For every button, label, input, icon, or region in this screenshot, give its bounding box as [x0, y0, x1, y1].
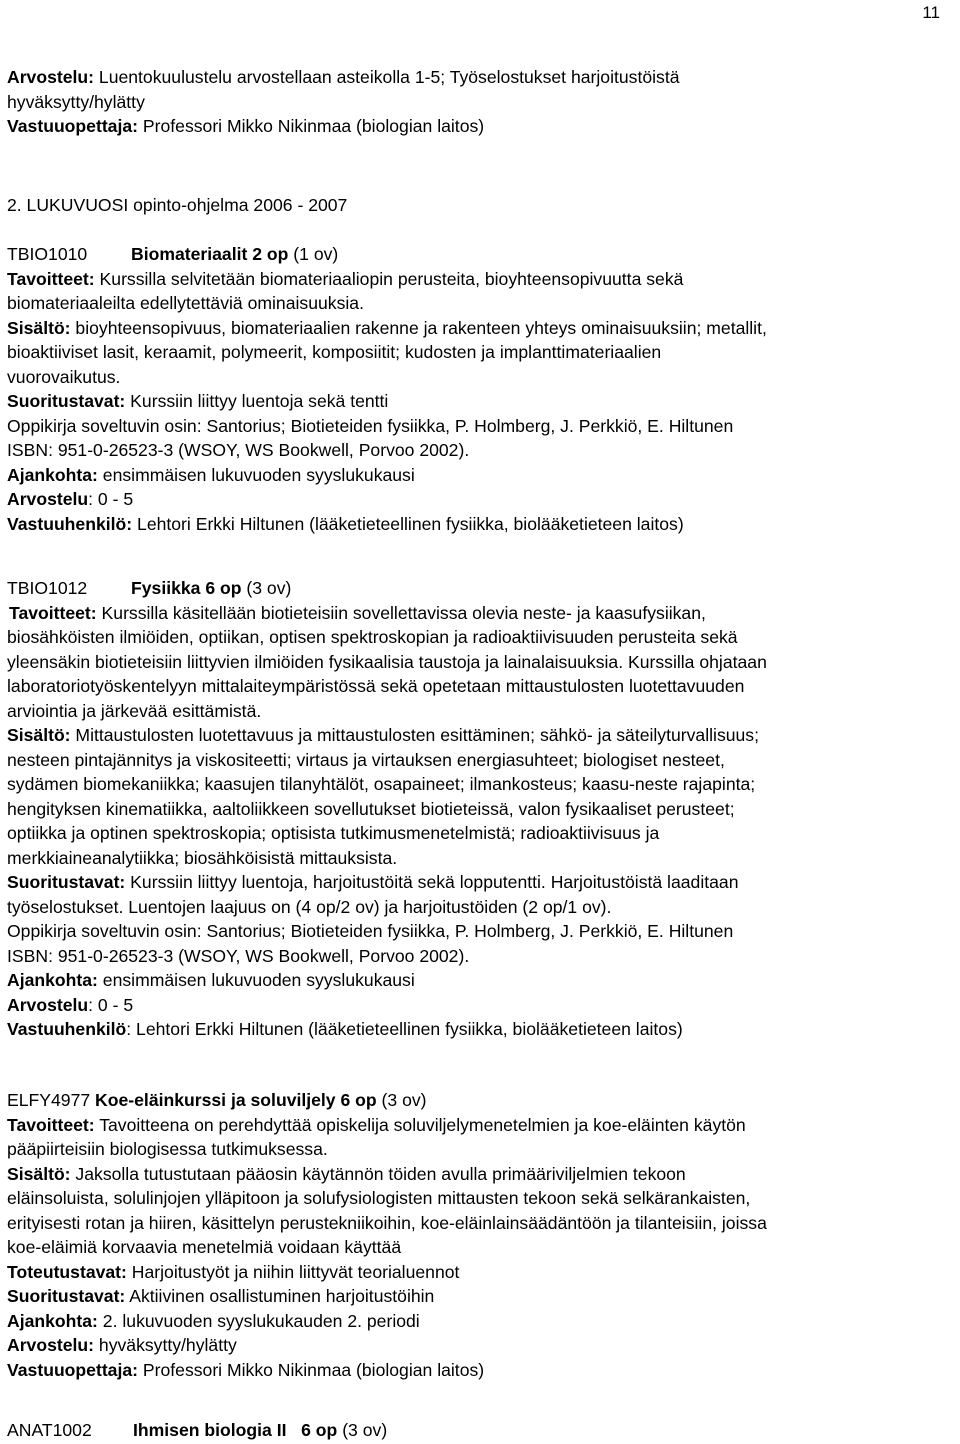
- text: ensimmäisen lukuvuoden syyslukukausi: [97, 970, 415, 990]
- label: Vastuuopettaja:: [7, 1359, 138, 1380]
- text: Aktiivinen osallistuminen harjoitustöihin: [125, 1286, 435, 1306]
- page-number: 11: [922, 3, 940, 22]
- course-code: ANAT1002: [7, 1420, 92, 1440]
- label: Arvostelu: [7, 994, 89, 1015]
- text: koe-eläimiä korvaavia menetelmiä voidaan käyttää: [7, 1237, 402, 1257]
- text: 2. lukuvuoden syyslukukauden 2. periodi: [97, 1310, 420, 1331]
- text: laboratoriotyöskentelyyn mittalaiteympäristössä sekä opetetaan mittaustulosten luotettavuuden: [7, 676, 745, 696]
- course-code: TBIO1012: [7, 578, 88, 598]
- text: Kurssilla käsitellään biotieteisiin sovellettavissa olevia neste- ja kaasufysiikan,: [96, 602, 706, 623]
- text: ISBN: 951-0-26523-3 (WSOY, WS Bookwell, Porvoo 2002).: [7, 440, 470, 460]
- label: Ajankohta:: [7, 1310, 98, 1331]
- text: yleensäkin biotieteisiin liittyvien ilmiöiden fysikaalisia taustoja ja lainalaisuuksia. Kurssilla ohjataan: [7, 651, 767, 672]
- header-block: [7, 65, 957, 139]
- text: biosähköisten ilmiöiden, optiikan, optisen spektroskopian ja radioaktiivisuuden perusteita sekä: [7, 627, 738, 647]
- text: ISBN: 951-0-26523-3 (WSOY, WS Bookwell, Porvoo 2002).: [7, 945, 470, 966]
- text: : 0 - 5: [88, 489, 134, 509]
- text: nesteen pintajännitys ja viskositeetti; virtaus ja virtauksen energiasuhteet; biologiset nesteet,: [7, 749, 725, 770]
- text: vuorovaikutus.: [7, 366, 121, 387]
- course-name: Biomateriaalit 2 op: [131, 244, 289, 264]
- label: Arvostelu: [7, 489, 89, 509]
- section-title: [7, 193, 957, 218]
- course-credits: (3 ov): [337, 1420, 388, 1440]
- text: Professori Mikko Nikinmaa (biologian laitos): [138, 116, 485, 136]
- label: Vastuuhenkilö: [7, 1019, 127, 1039]
- text: arviointia ja järkevää esittämistä.: [7, 700, 262, 721]
- text: biomateriaaleilta edellytettäviä ominaisuuksia.: [7, 293, 364, 313]
- text: ensimmäisen lukuvuoden syyslukukausi: [97, 464, 415, 485]
- text: Lehtori Erkki Hiltunen (lääketieteellinen fysiikka, biolääketieteen laitos): [132, 513, 684, 534]
- course-credits: (1 ov): [288, 244, 339, 264]
- label: Arvostelu:: [7, 67, 95, 87]
- label: Tavoitteet:: [9, 602, 97, 623]
- label: Tavoitteet:: [7, 268, 95, 289]
- course-anat1002: [7, 1418, 957, 1443]
- course-name: Ihmisen biologia II 6 op: [133, 1420, 338, 1440]
- text: Tavoitteena on perehdyttää opiskelija soluviljelymenetelmien ja koe-eläinten käytön: [94, 1114, 746, 1135]
- course-tbio1012: [7, 576, 957, 1042]
- text: bioaktiiviset lasit, keraamit, polymeerit, komposiitit; kudosten ja implanttimateriaalien: [7, 342, 662, 362]
- course-elfy4977: [7, 1088, 957, 1382]
- text: työselostukset. Luentojen laajuus on (4 op/2 ov) ja harjoitustöiden (2 op/1 ov).: [7, 896, 612, 917]
- label: Sisältö:: [7, 725, 71, 745]
- label: Sisältö:: [7, 317, 71, 338]
- course-tbio1010: [7, 242, 957, 536]
- label: Suoritustavat:: [7, 391, 126, 411]
- text: hyväksytty/hylätty: [7, 91, 145, 112]
- course-code: TBIO1010: [7, 244, 88, 264]
- text: eläinsoluista, solulinjojen ylläpitoon ja solufysiologisten mittausten tekoon sekä selkärankaisten,: [7, 1188, 751, 1208]
- text: Professori Mikko Nikinmaa (biologian laitos): [138, 1359, 485, 1380]
- label: Ajankohta:: [7, 464, 98, 485]
- text: Kurssiin liittyy luentoja, harjoitustöitä sekä lopputentti. Harjoitustöistä laaditaan: [125, 872, 739, 892]
- text: Jaksolla tutustutaan pääosin käytännön töiden avulla primääriviljelmien tekoon: [70, 1163, 686, 1184]
- text: Harjoitustyöt ja niihin liittyvät teorialuennot: [126, 1261, 460, 1282]
- text: : 0 - 5: [88, 994, 134, 1015]
- text: erityisesti rotan ja hiiren, käsittelyn perustekniikoihin, koe-eläinlainsäädäntöön ja tilanteisiin, joissa: [7, 1212, 767, 1233]
- text: pääpiirteisiin biologisessa tutkimuksessa.: [7, 1139, 328, 1159]
- course-name: Koe-eläinkurssi ja soluviljely 6 op: [95, 1090, 377, 1110]
- text: Oppikirja soveltuvin osin: Santorius; Biotieteiden fysiikka, P. Holmberg, J. Perkkiö, E. Hiltunen: [7, 415, 734, 436]
- label: Vastuuopettaja:: [7, 116, 138, 136]
- text: Luentokuulustelu arvostellaan asteikolla 1-5; Työselostukset harjoitustöistä: [94, 67, 680, 87]
- label: Ajankohta:: [7, 970, 98, 990]
- label: Arvostelu:: [7, 1335, 95, 1355]
- label: Tavoitteet:: [7, 1114, 95, 1135]
- label: Toteutustavat:: [7, 1261, 127, 1282]
- course-name: Fysiikka 6 op: [131, 578, 242, 598]
- text: optiikka ja optinen spektroskopia; optisista tutkimusmenetelmistä; radioaktiivisuus ja: [7, 823, 660, 843]
- text: : Lehtori Erkki Hiltunen (lääketieteellinen fysiikka, biolääketieteen laitos): [126, 1019, 683, 1039]
- label: Sisältö:: [7, 1163, 71, 1184]
- text: merkkiaineanalytiikka; biosähköisistä mittauksista.: [7, 847, 398, 868]
- label: Suoritustavat:: [7, 1286, 126, 1306]
- text: sydämen biomekaniikka; kaasujen tilanyhtälöt, osapaineet; ilmankosteus; kaasu-neste rajapinta;: [7, 774, 756, 794]
- text: Mittaustulosten luotettavuus ja mittaustulosten esittäminen; sähkö- ja säteilyturvallisuus;: [70, 725, 759, 745]
- section-title-text: 2. LUKUVUOSI opinto-ohjelma 2006 - 2007: [7, 195, 348, 215]
- text: hyväksytty/hylätty: [94, 1335, 237, 1355]
- text: Kurssiin liittyy luentoja sekä tentti: [125, 391, 389, 411]
- text: Kurssilla selvitetään biomateriaaliopin perusteita, bioyhteensopivuutta sekä: [94, 268, 684, 289]
- text: hengityksen kinematiikka, aaltoliikkeen sovellutukset biotieteissä, valon fysikaaliset perusteet;: [7, 798, 735, 819]
- text: Oppikirja soveltuvin osin: Santorius; Biotieteiden fysiikka, P. Holmberg, J. Perkkiö, E. Hiltunen: [7, 921, 734, 941]
- course-credits: (3 ov): [376, 1090, 427, 1110]
- label: Suoritustavat:: [7, 872, 126, 892]
- text: bioyhteensopivuus, biomateriaalien rakenne ja rakenteen yhteys ominaisuuksiin; metallit,: [70, 317, 767, 338]
- label: Vastuuhenkilö:: [7, 513, 133, 534]
- course-credits: (3 ov): [241, 578, 292, 598]
- course-code: ELFY4977: [7, 1090, 91, 1110]
